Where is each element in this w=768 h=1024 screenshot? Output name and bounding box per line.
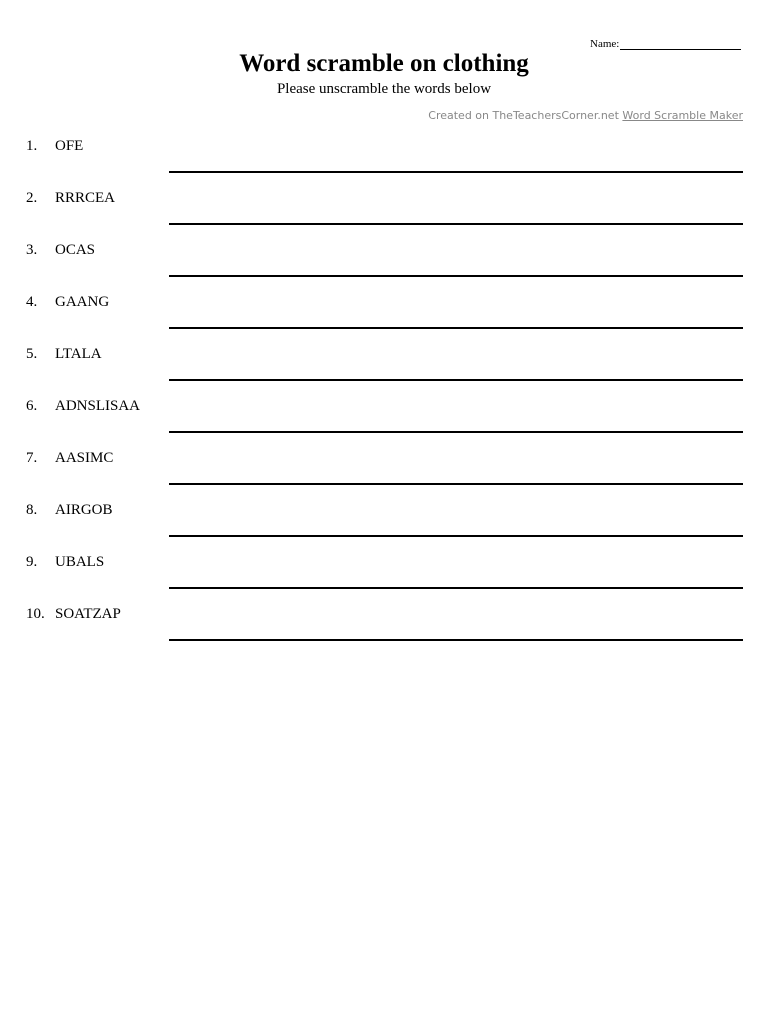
scrambled-word: ADNSLISAA <box>55 398 141 414</box>
item-number: 7. <box>26 450 38 466</box>
item-number: 2. <box>26 190 38 206</box>
answer-line[interactable] <box>169 275 743 277</box>
list-item <box>0 132 768 184</box>
scrambled-word: SOATZAP <box>55 606 121 622</box>
credit-prefix: Created on TheTeachersCorner.net <box>428 109 619 122</box>
item-number: 10. <box>26 606 45 622</box>
scrambled-word: OFE <box>55 138 84 154</box>
page-subtitle: Please unscramble the words below <box>276 81 492 97</box>
item-number: 9. <box>26 554 38 570</box>
page-title: Word scramble on clothing <box>239 50 529 77</box>
scrambled-word: RRRCEA <box>55 190 116 206</box>
name-label: Name: <box>590 38 620 50</box>
scrambled-word: GAANG <box>55 294 110 310</box>
item-number: 3. <box>26 242 38 258</box>
scrambled-word: UBALS <box>55 554 105 570</box>
answer-line[interactable] <box>169 223 743 225</box>
list-item <box>0 288 768 340</box>
answer-line[interactable] <box>169 587 743 589</box>
list-item <box>0 340 768 392</box>
item-number: 6. <box>26 398 38 414</box>
answer-line[interactable] <box>169 379 743 381</box>
answer-line[interactable] <box>169 639 743 641</box>
list-item <box>0 184 768 236</box>
list-item <box>0 496 768 548</box>
item-number: 1. <box>26 138 38 154</box>
credit-line <box>428 109 743 123</box>
item-number: 8. <box>26 502 38 518</box>
answer-line[interactable] <box>169 327 743 329</box>
scrambled-word: OCAS <box>55 242 96 258</box>
word-scramble-maker-link[interactable]: Word Scramble Maker <box>622 109 743 122</box>
scrambled-word: AIRGOB <box>55 502 113 518</box>
answer-line[interactable] <box>169 535 743 537</box>
answer-line[interactable] <box>169 431 743 433</box>
list-item <box>0 600 768 652</box>
list-item <box>0 444 768 496</box>
answer-line[interactable] <box>169 171 743 173</box>
list-item <box>0 236 768 288</box>
list-item <box>0 548 768 600</box>
word-list <box>0 132 768 652</box>
answer-line[interactable] <box>169 483 743 485</box>
item-number: 4. <box>26 294 38 310</box>
scrambled-word: AASIMC <box>55 450 114 466</box>
scrambled-word: LTALA <box>55 346 102 362</box>
list-item <box>0 392 768 444</box>
item-number: 5. <box>26 346 38 362</box>
